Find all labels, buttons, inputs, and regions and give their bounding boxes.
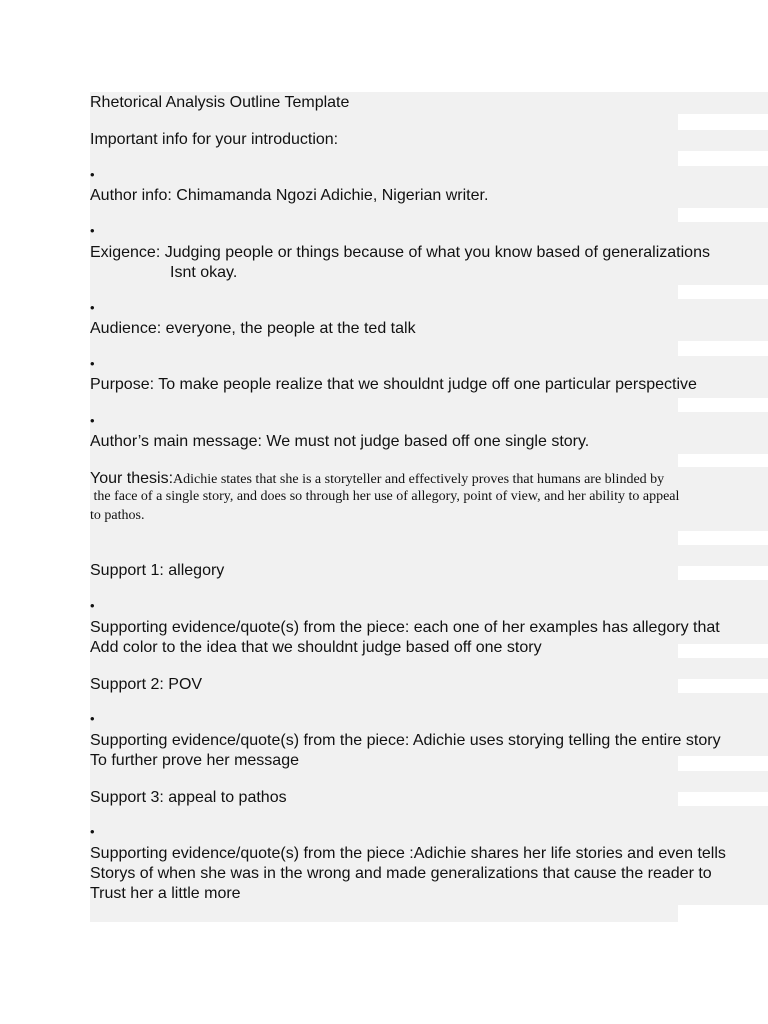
thesis-text: the face of a single story, and does so through her use of allegory, point of view, and her ability to appeal <box>90 489 680 504</box>
support-2: Support 2: POV <box>90 676 203 693</box>
evidence-3: Supporting evidence/quote(s) from the piece :Adichie shares her life stories and even tells <box>90 845 726 862</box>
bullet: • <box>90 223 95 238</box>
highlight-band <box>678 771 768 792</box>
evidence-1-continued: Add color to the idea that we shouldnt judge based off one story <box>90 639 542 656</box>
bullet: • <box>90 356 95 371</box>
author-info: Author info: Chimamanda Ngozi Adichie, Nigerian writer. <box>90 187 489 204</box>
highlight-band <box>678 92 768 114</box>
intro-heading: Important info for your introduction: <box>90 131 339 148</box>
highlight-band <box>678 658 768 679</box>
bullet: • <box>90 598 95 613</box>
highlight-band <box>678 299 768 341</box>
highlight-band <box>678 467 768 531</box>
thesis-text: to pathos. <box>90 508 145 523</box>
bullet: • <box>90 413 95 428</box>
document-title: Rhetorical Analysis Outline Template <box>90 94 350 111</box>
highlight-band <box>678 166 768 208</box>
audience: Audience: everyone, the people at the ted talk <box>90 320 416 337</box>
highlight-band <box>678 130 768 151</box>
exigence: Exigence: Judging people or things because of what you know based of generalizations <box>90 244 710 261</box>
bullet: • <box>90 824 95 839</box>
evidence-2-continued: To further prove her message <box>90 752 299 769</box>
highlight-band <box>678 545 768 566</box>
evidence-3-continued: Storys of when she was in the wrong and made generalizations that cause the reader to <box>90 865 712 882</box>
main-message: Author’s main message: We must not judge based off one single story. <box>90 433 590 450</box>
evidence-3-continued: Trust her a little more <box>90 885 241 902</box>
exigence-continued: Isnt okay. <box>170 264 238 281</box>
purpose: Purpose: To make people realize that we shouldnt judge off one particular perspective <box>90 376 697 393</box>
thesis-text: Adichie states that she is a storyteller and effectively proves that humans are blinded by <box>173 472 665 487</box>
thesis-label: Your thesis: <box>90 470 174 487</box>
bullet: • <box>90 711 95 726</box>
highlight-band <box>678 412 768 454</box>
support-1: Support 1: allegory <box>90 562 225 579</box>
bullet: • <box>90 300 95 315</box>
thesis <box>90 469 664 489</box>
evidence-1: Supporting evidence/quote(s) from the piece: each one of her examples has allegory that <box>90 619 720 636</box>
bullet: • <box>90 167 95 182</box>
support-3: Support 3: appeal to pathos <box>90 789 287 806</box>
evidence-2: Supporting evidence/quote(s) from the piece: Adichie uses storying telling the entire story <box>90 732 721 749</box>
